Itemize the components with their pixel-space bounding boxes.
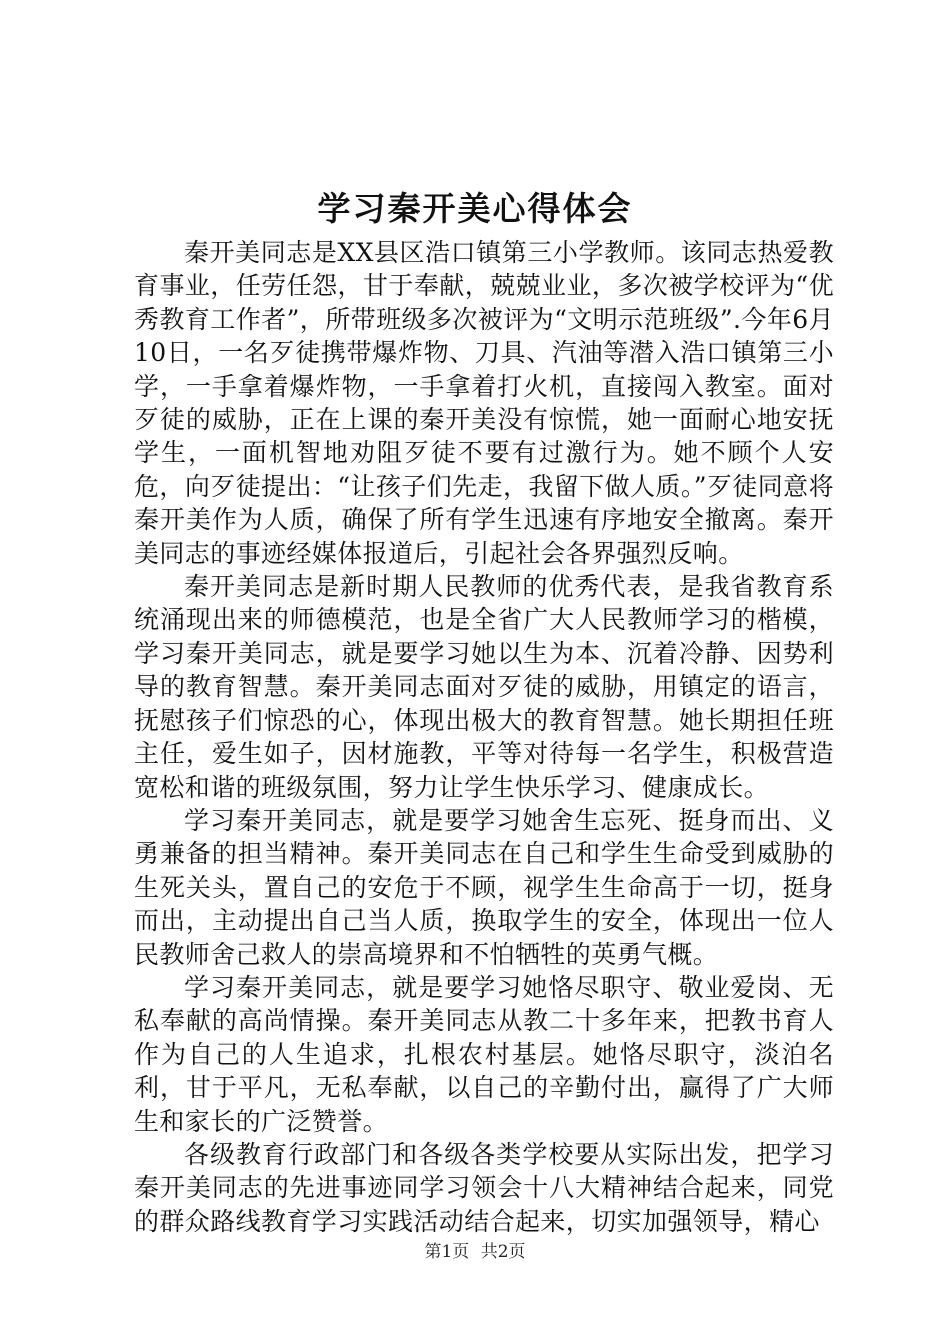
page-footer — [0, 1240, 950, 1264]
page-total: 共2页 — [480, 1242, 526, 1262]
paragraph: 秦开美同志是新时期人民教师的优秀代表，是我省教育系统涌现出来的师德模范，也是全省广大人民教师学习的楷模，学习秦开美同志，就是要学习她以生为本、沉着冷静、因势利导的教育智慧。秦开美同志面对歹徒的威胁，用镇定的语言，抚慰孩子们惊恐的心，体现出极大的教育智慧。她长期担任班主任，爱生如子，因材施教，平等对待每一名学生，积极营造宽松和谐的班级氛围，努力让学生快乐学习、健康成长。 — [134, 572, 834, 802]
document-title: 学习秦开美心得体会 — [317, 189, 633, 228]
paragraph: 各级教育行政部门和各级各类学校要从实际出发，把学习秦开美同志的先进事迹同学习领会十八大精神结合起来，同党的群众路线教育学习实践活动结合起来，切实加强领导，精心 — [134, 1139, 834, 1236]
paragraph: 秦开美同志是XX县区浩口镇第三小学教师。该同志热爱教育事业，任劳任怨，甘于奉献，兢兢业业，多次被学校评为“优秀教育工作者”，所带班级多次被评为“文明示范班级”.今年6月10日，一名歹徒携带爆炸物、刀具、汽油等潜入浩口镇第三小学，一手拿着爆炸物，一手拿着打火机，直接闯入教室。面对歹徒的威胁，正在上课的秦开美没有惊慌，她一面耐心地安抚学生，一面机智地劝阻歹徒不要有过激行为。她不顾个人安危，向歹徒提出：“让孩子们先走，我留下做人质。”歹徒同意将秦开美作为人质，确保了所有学生迅速有序地安全撤离。秦开美同志的事迹经媒体报道后，引起社会各界强烈反响。 — [134, 238, 834, 568]
paragraph: 学习秦开美同志，就是要学习她恪尽职守、敬业爱岗、无私奉献的高尚情操。秦开美同志从教二十多年来，把教书育人作为自己的人生追求，扎根农村基层。她恪尽职守，淡泊名利，甘于平凡，无私奉献，以自己的辛勤付出，赢得了广大师生和家长的广泛赞誉。 — [134, 972, 834, 1136]
paragraph: 学习秦开美同志，就是要学习她舍生忘死、挺身而出、义勇兼备的担当精神。秦开美同志在自己和学生生命受到威胁的生死关头，置自己的安危于不顾，视学生生命高于一切，挺身而出，主动提出自己当人质，换取学生的安全，体现出一位人民教师舍己救人的崇高境界和不怕牺牲的英勇气概。 — [134, 805, 834, 969]
document-body — [134, 236, 834, 1238]
page-number: 第1页 — [424, 1242, 470, 1262]
